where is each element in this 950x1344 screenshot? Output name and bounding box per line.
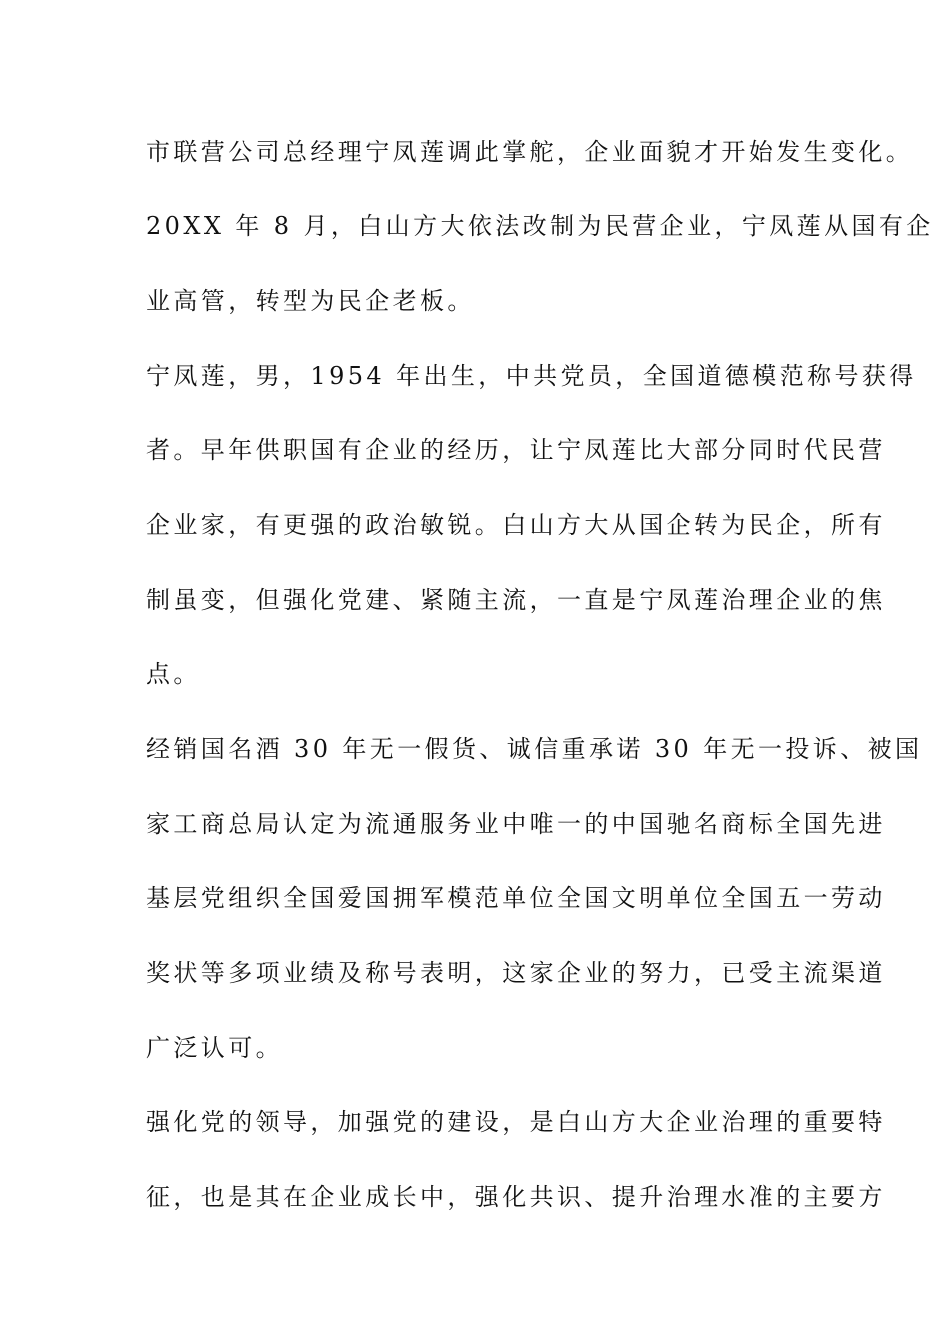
- text-line: 宁凤莲，男，1954 年出生，中共党员，全国道德模范称号获得: [146, 362, 917, 390]
- text-line: 企业家，有更强的政治敏锐。白山方大从国企转为民企，所有: [146, 511, 886, 539]
- text-line: 家工商总局认定为流通服务业中唯一的中国驰名商标全国先进: [146, 810, 886, 838]
- text-line: 经销国名酒 30 年无一假货、诚信重承诺 30 年无一投诉、被国: [146, 735, 923, 763]
- text-line: 基层党组织全国爱国拥军模范单位全国文明单位全国五一劳动: [146, 884, 886, 912]
- text-line: 者。早年供职国有企业的经历，让宁凤莲比大部分同时代民营: [146, 436, 886, 464]
- text-line: 市联营公司总经理宁凤莲调此掌舵，企业面貌才开始发生变化。: [146, 138, 914, 166]
- text-line: 点。: [146, 660, 201, 688]
- text-line: 征，也是其在企业成长中，强化共识、提升治理水准的主要方: [146, 1183, 886, 1211]
- text-line: 制虽变，但强化党建、紧随主流，一直是宁凤莲治理企业的焦: [146, 586, 886, 614]
- text-line: 20XX 年 8 月，白山方大依法改制为民营企业，宁凤莲从国有企: [146, 212, 934, 240]
- text-line: 奖状等多项业绩及称号表明，这家企业的努力，已受主流渠道: [146, 959, 886, 987]
- text-line: 业高管，转型为民企老板。: [146, 287, 475, 315]
- text-line: 广泛认可。: [146, 1034, 283, 1062]
- text-line: 强化党的领导，加强党的建设，是白山方大企业治理的重要特: [146, 1108, 886, 1136]
